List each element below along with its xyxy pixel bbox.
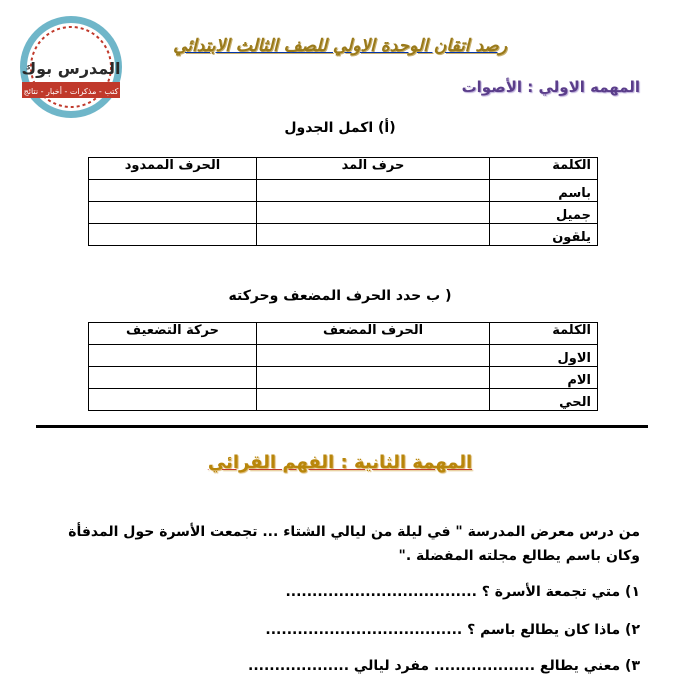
table-row (89, 345, 598, 367)
page-title: رصد اتقان الوحدة الاولي للصف الثالث الابتدائي (173, 36, 507, 56)
row-word: جميل (490, 202, 598, 224)
table-row (89, 202, 598, 224)
section-b-title: ( ب حدد الحرف المضعف وحركته (228, 288, 452, 304)
reading-passage: من درس معرض المدرسة " في ليلة من ليالي الشتاء ... تجمعت الأسرة حول المدفأة وكان باسم يطالع مجلته المفضلة ." (68, 524, 640, 564)
table-a (88, 157, 598, 246)
answer-cell[interactable] (257, 202, 490, 224)
answer-cell[interactable] (89, 367, 257, 389)
answer-cell[interactable] (89, 389, 257, 411)
answer-cell[interactable] (89, 180, 257, 202)
answer-cell[interactable] (89, 224, 257, 246)
question-3: ٣) معني يطالع ................... مفرد ليالي ................... (248, 658, 640, 674)
answer-cell[interactable] (89, 345, 257, 367)
table-a-header (89, 158, 598, 180)
task1-title: المهمه الاولي : الأصوات (461, 78, 640, 96)
section-a-title: (أ) اكمل الجدول (284, 120, 396, 136)
header-doubling-vowel: حركة التضعيف (89, 323, 257, 345)
header-word: الكلمة (490, 158, 598, 180)
header-doubled-letter: الحرف المضعف (257, 323, 490, 345)
logo-tagline: كتب - مذكرات - أخبار - نتائج (23, 87, 119, 96)
answer-cell[interactable] (257, 389, 490, 411)
logo-name: المدرس بوك (21, 59, 121, 78)
table-row (89, 180, 598, 202)
row-word: باسم (490, 180, 598, 202)
table-row (89, 389, 598, 411)
row-word: يلقون (490, 224, 598, 246)
table-b (88, 322, 598, 411)
question-2: ٢) ماذا كان يطالع باسم ؟ ..................................... (265, 622, 640, 638)
table-row (89, 224, 598, 246)
answer-cell[interactable] (257, 345, 490, 367)
header-madd-letter: حرف المد (257, 158, 490, 180)
question-1: ١) متي تجمعة الأسرة ؟ .................................... (285, 584, 640, 600)
answer-cell[interactable] (257, 180, 490, 202)
row-word: الحي (490, 389, 598, 411)
site-logo (18, 14, 124, 120)
table-row (89, 367, 598, 389)
row-word: الاول (490, 345, 598, 367)
table-b-header (89, 323, 598, 345)
answer-cell[interactable] (257, 224, 490, 246)
header-extended-letter: الحرف الممدود (89, 158, 257, 180)
row-word: الام (490, 367, 598, 389)
answer-cell[interactable] (257, 367, 490, 389)
section-divider (36, 425, 648, 428)
task2-title: المهمة الثانية : الفهم القرائي (207, 452, 473, 473)
answer-cell[interactable] (89, 202, 257, 224)
header-word: الكلمة (490, 323, 598, 345)
